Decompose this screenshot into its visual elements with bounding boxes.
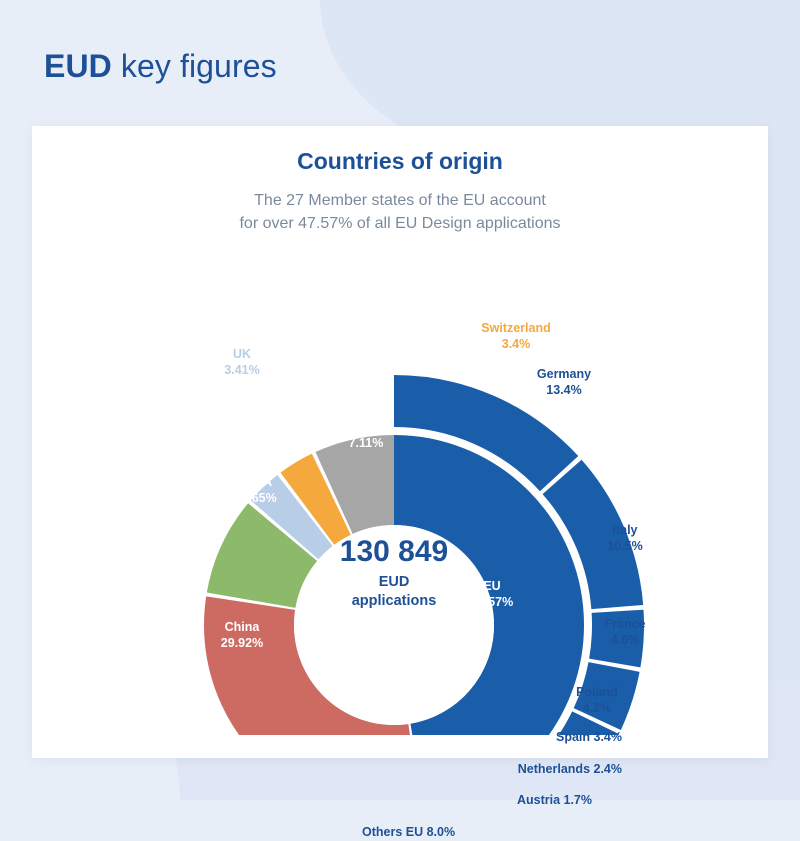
chart-subtitle	[32, 189, 768, 235]
label-others-eu: Others EU 8.0%	[362, 825, 456, 840]
label-switzerland: Switzerland 3.4%	[481, 321, 551, 351]
label-china: China 29.92%	[220, 620, 264, 650]
donut-center-caption-line1: EUD	[378, 574, 410, 591]
label-usa: USA 8.65%	[241, 475, 277, 505]
page-title	[44, 48, 277, 85]
donut-center-caption-line2: applications	[351, 592, 437, 609]
donut-chart	[32, 235, 768, 840]
donut-chart-svg	[32, 235, 768, 735]
chart-card	[32, 126, 768, 840]
page-title-light: key figures	[111, 48, 277, 84]
donut-center-caption	[294, 573, 494, 609]
label-poland: Poland 4.2%	[576, 685, 618, 715]
page-title-bold: EUD	[44, 48, 112, 84]
label-netherlands: Netherlands 2.4%	[517, 762, 622, 777]
chart-title: Countries of origin	[297, 148, 503, 174]
label-eu: EU 47.57%	[470, 579, 514, 609]
chart-subtitle-line2: for over 47.57% of all EU Design applications	[239, 215, 561, 233]
donut-center-value: 130 849	[339, 535, 449, 569]
label-uk: UK 3.41%	[224, 347, 260, 377]
label-others: Others 7.11%	[345, 420, 387, 450]
label-france: France 4.0%	[604, 617, 646, 647]
chart-subtitle-line1: The 27 Member states of the EU account	[254, 192, 546, 209]
label-austria: Austria 1.7%	[516, 793, 592, 808]
label-germany: Germany 13.4%	[536, 367, 592, 397]
label-spain: Spain 3.4%	[556, 730, 622, 745]
label-italy: Italy 10.5%	[607, 523, 643, 553]
